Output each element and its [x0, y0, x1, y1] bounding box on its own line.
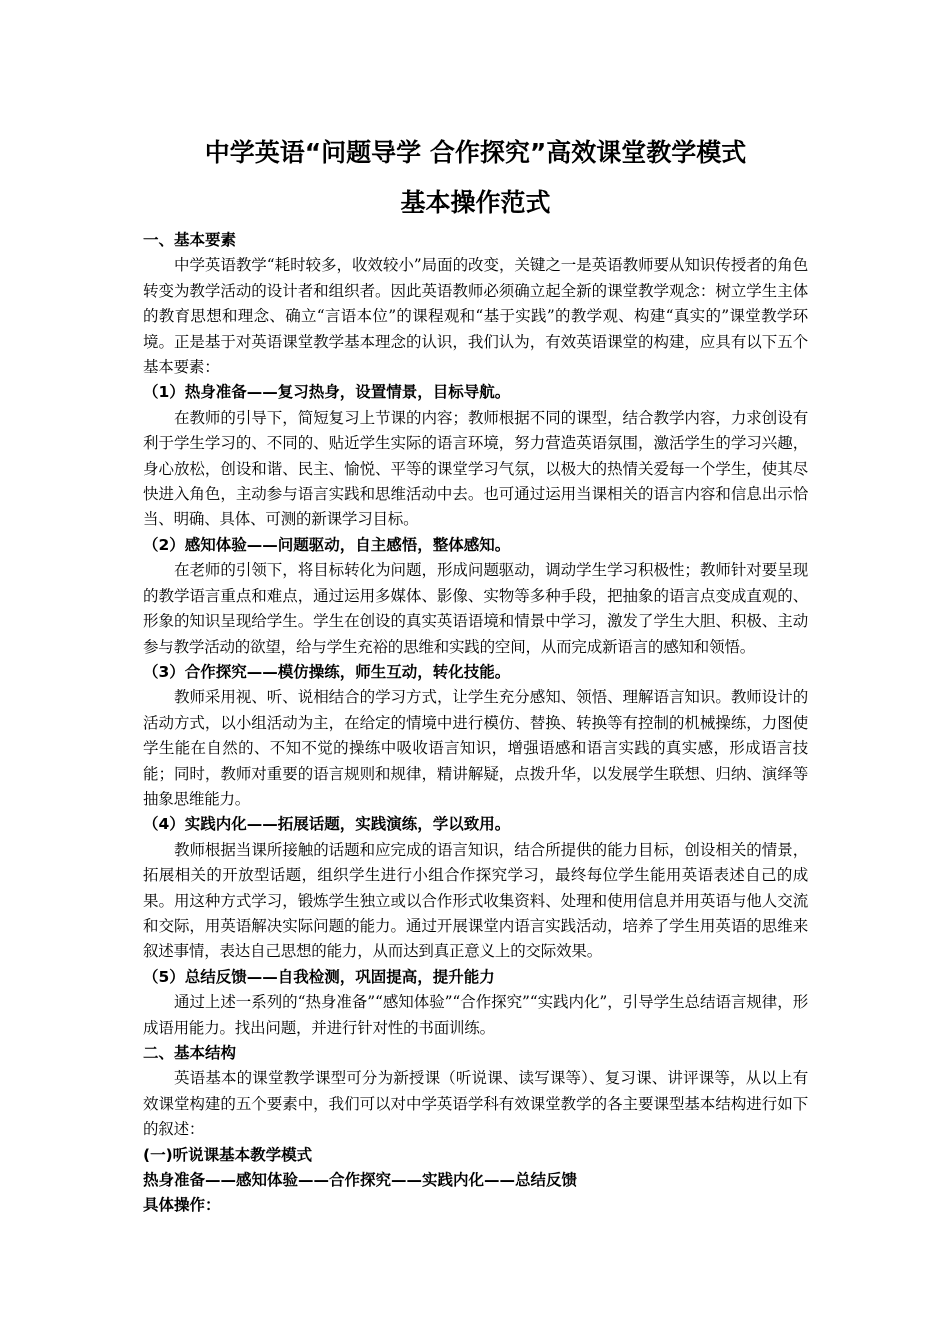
element-paragraph-4: 教师根据当课所接触的话题和应完成的语言知识，结合所提供的能力目标，创设相关的情景，拓展相关的开放型话题，组织学生进行小组合作探究学习，最终每位学生能用英语表述自己的成果。用这种方式学习，锻炼学生独立或以合作形式收集资料、处理和使用信息并用英语与他人交流和交际，用英语解决实际问题的能力。通过开展课堂内语言实践活动，培养了学生用英语的思维来叙述事情，表达自己思想的能力，从而达到真正意义上的交际效果。 [143, 840, 808, 961]
element-heading-1: （1）热身准备——复习热身，设置情景，目标导航。 [143, 383, 511, 402]
element-heading-5: （5）总结反馈——自我检测，巩固提高，提升能力 [143, 967, 495, 986]
section-heading-elements: 一、基本要素 [143, 231, 237, 249]
section-heading-structure: 二、基本结构 [143, 1044, 237, 1062]
document-title: 中学英语“问题导学 合作探究”高效课堂教学模式 [204, 138, 747, 167]
teaching-flow-line: 热身准备——感知体验——合作探究——实践内化——总结反馈 [143, 1171, 578, 1190]
element-paragraph-3: 教师采用视、听、说相结合的学习方式，让学生充分感知、领悟、理解语言知识。教师设计的活动方式，以小组活动为主，在给定的情境中进行模仿、替换、转换等有控制的机械操练，力图使学生能在自然的、不知不觉的操练中吸收语言知识，增强语感和语言实践的真实感，形成语言技能；同时，教师对重要的语言规则和规律，精讲解疑，点拨升华，以发展学生联想、归纳、演绎等抽象思维能力。 [143, 688, 808, 808]
document-subtitle: 基本操作范式 [400, 188, 551, 217]
element-heading-3: （3）合作探究——模仿操练，师生互动，转化技能。 [143, 662, 511, 681]
structure-intro-paragraph: 英语基本的课堂教学课型可分为新授课（听说课、读写课等）、复习课、讲评课等，从以上有效课堂构建的五个要素中，我们可以对中学英语学科有效课堂教学的各主要课型基本结构进行如下的叙述： [143, 1069, 808, 1139]
element-heading-2: （2）感知体验——问题驱动，自主感悟，整体感知。 [143, 535, 511, 554]
element-heading-4: （4）实践内化——拓展话题，实践演练，学以致用。 [143, 815, 511, 834]
section-intro-paragraph: 中学英语教学“耗时较多，收效较小”局面的改变，关键之一是英语教师要从知识传授者的角色转变为教学活动的设计者和组织者。因此英语教师必须确立起全新的课堂教学观念：树立学生主体的教育思想和理念、确立“言语本位”的课程观和“基于实践”的教学观、构建“真实的”课堂教学环境。正是基于对英语课堂教学基本理念的认识，我们认为，有效英语课堂的构建，应具有以下五个基本要素： [143, 256, 808, 377]
element-paragraph-1: 在教师的引导下，简短复习上节课的内容；教师根据不同的课型，结合教学内容，力求创设有利于学生学习的、不同的、贴近学生实际的语言环境，努力营造英语氛围，激活学生的学习兴趣，身心放松，创设和谐、民主、愉悦、平等的课堂学习气氛，以极大的热情关爱每一个学生，使其尽快进入角色，主动参与语言实践和思维活动中去。也可通过运用当课相关的语言内容和信息出示恰当、明确、具体、可测的新课学习目标。 [143, 408, 808, 529]
element-paragraph-5: 通过上述一系列的“热身准备”“感知体验”“合作探究”“实践内化”，引导学生总结语言规律，形成语用能力。找出问题，并进行针对性的书面训练。 [143, 993, 808, 1037]
title-block [143, 128, 808, 228]
listening-speaking-heading: (一)听说课基本教学模式 [143, 1145, 313, 1164]
element-paragraph-2: 在老师的引领下，将目标转化为问题，形成问题驱动，调动学生学习积极性；教师针对要呈现的教学语言重点和难点，通过运用多媒体、影像、实物等多种手段，把抽象的语言点变成直观的、形象的知识呈现给学生。学生在创设的真实英语语境和情景中学习，激发了学生大胆、积极、主动参与教学活动的欲望，给与学生充裕的思维和实践的空间，从而完成新语言的感知和领悟。 [143, 561, 808, 656]
specific-operations-label: 具体操作： [143, 1196, 221, 1215]
